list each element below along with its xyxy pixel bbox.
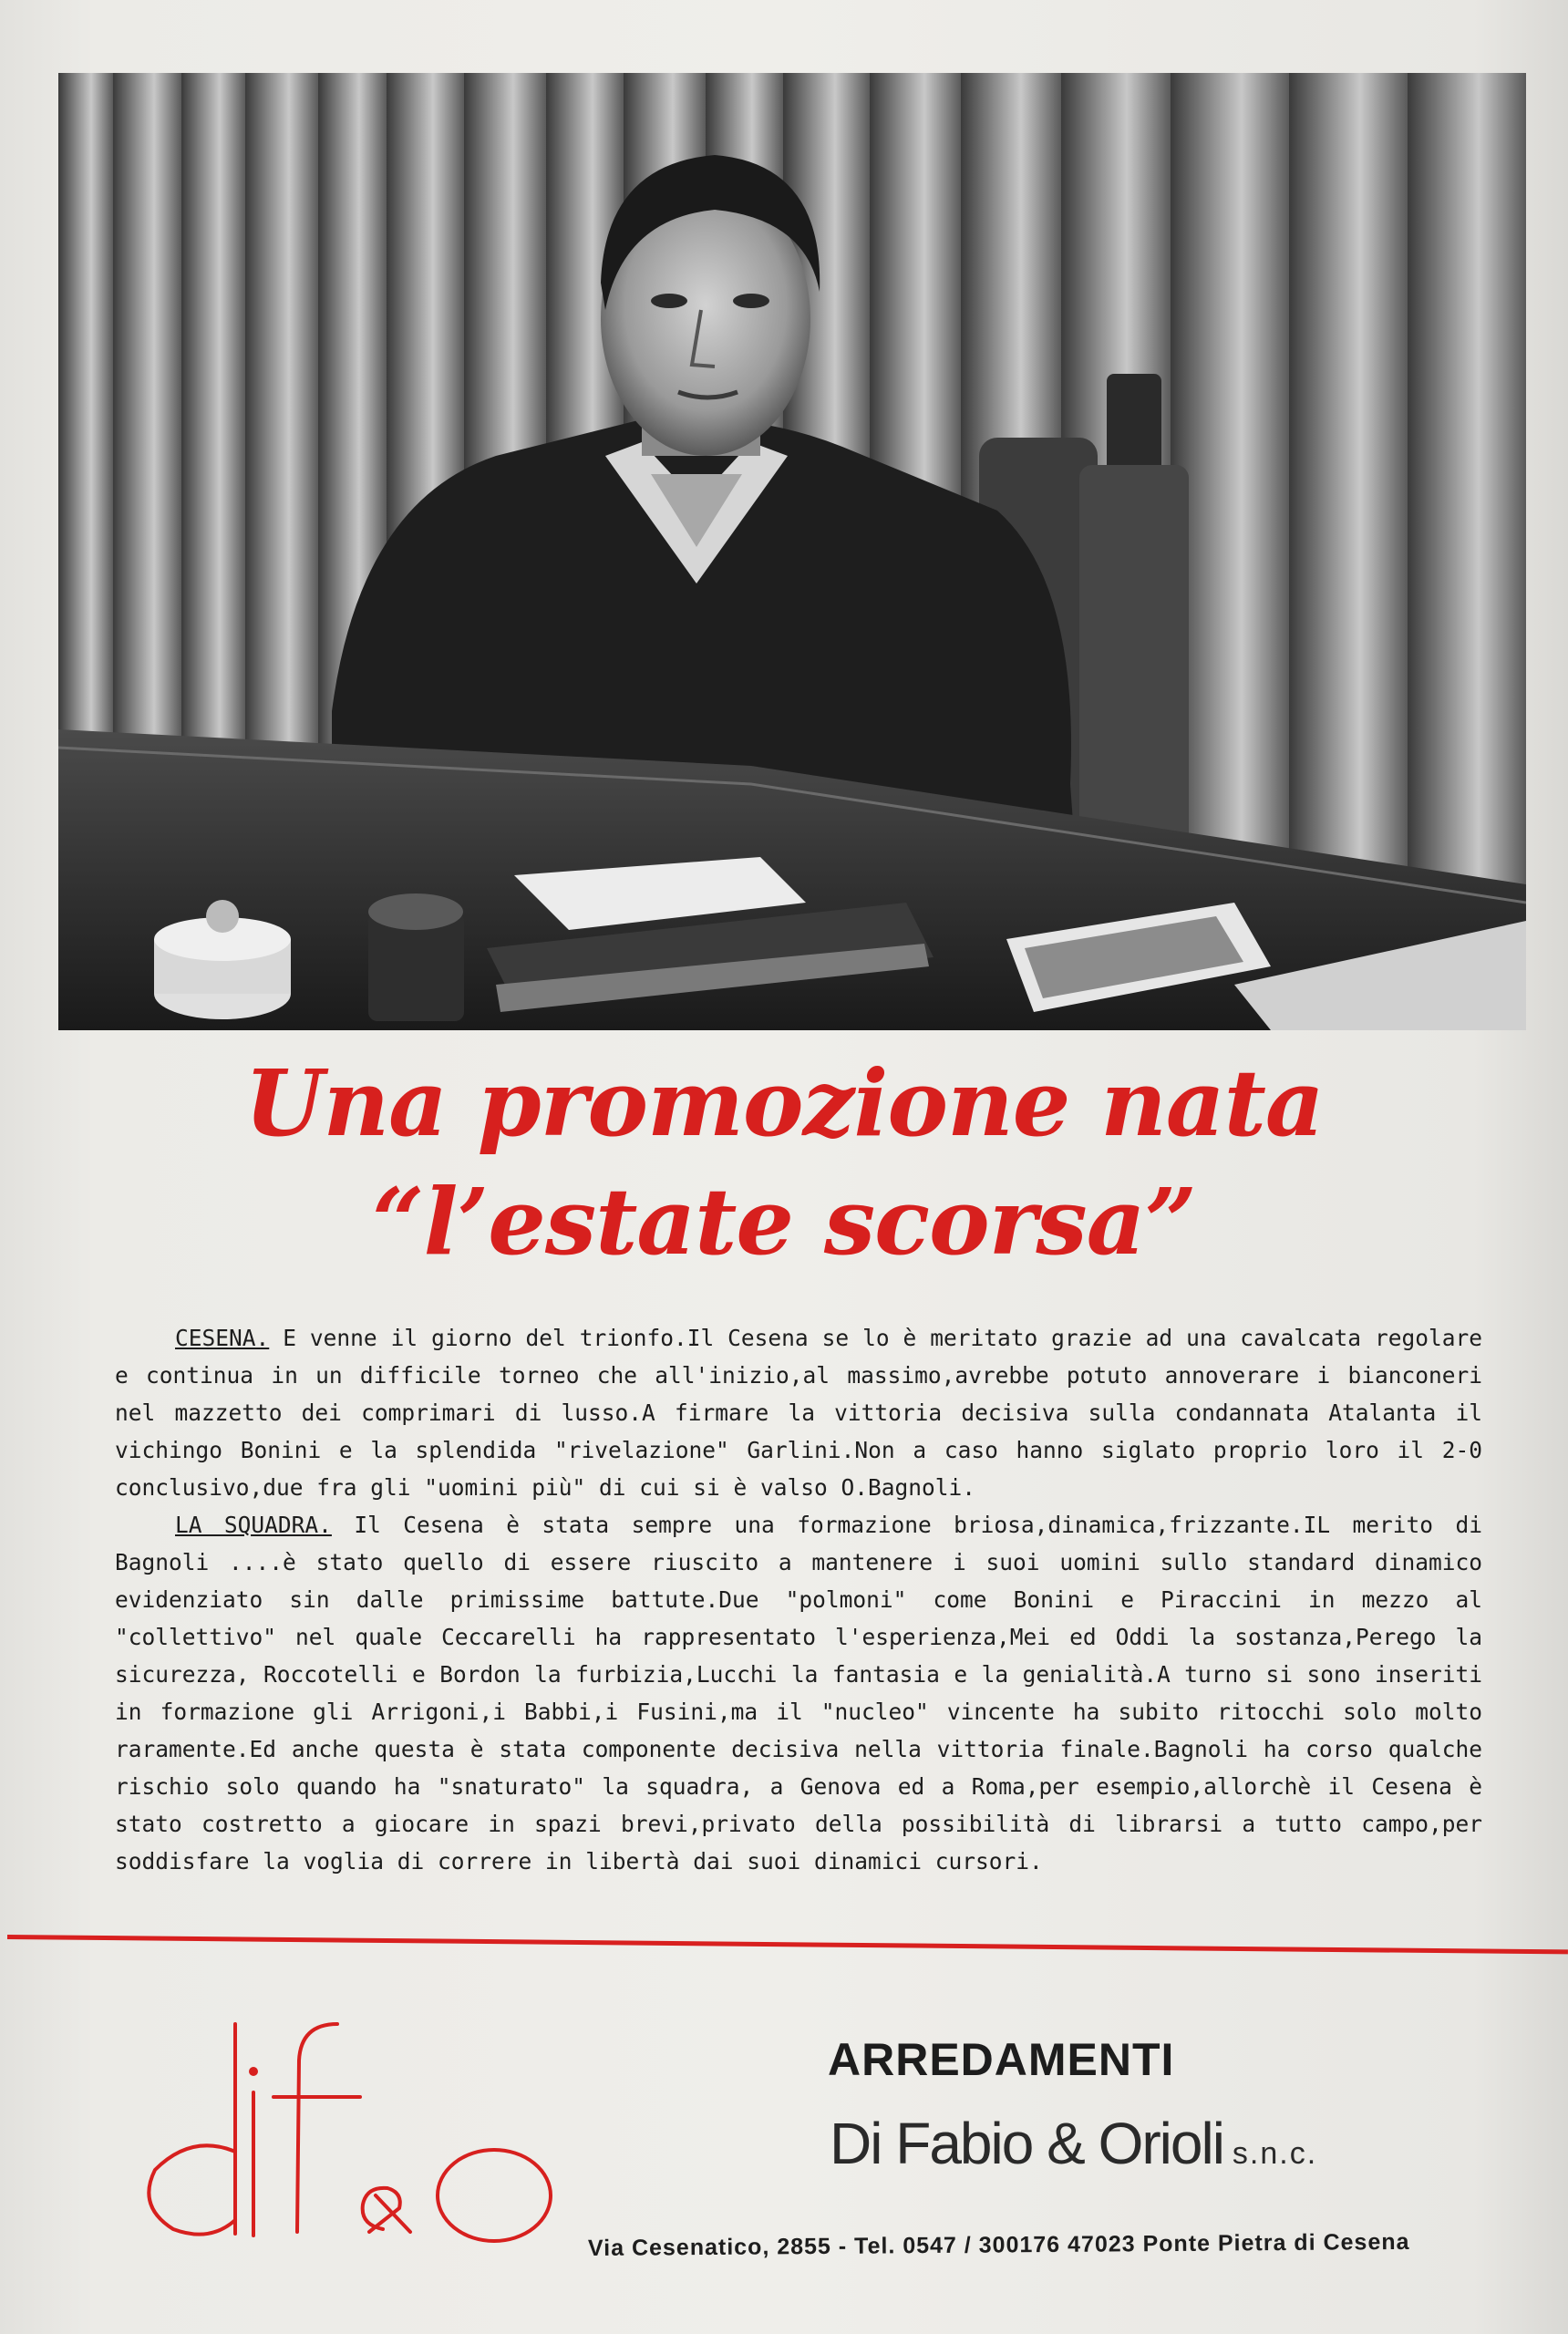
logo-text: dif&o: [137, 1997, 139, 1998]
difo-logo-mark: [137, 1997, 574, 2261]
company-name-text: Di Fabio & Orioli: [830, 2111, 1223, 2176]
company-suffix: s.n.c.: [1232, 2136, 1318, 2171]
headline-line-1: Una promozione nata: [244, 1049, 1324, 1157]
article-paragraph-2: [115, 1506, 1482, 1880]
ad-address: Via Cesenatico, 2855 - Tel. 0547 / 300176 47023 Ponte Pietra di Cesena: [587, 2228, 1410, 2261]
article-paragraph-1: [115, 1319, 1482, 1506]
paragraph-2-text: Il Cesena è stata sempre una formazione briosa,dinamica,frizzante.IL merito di Bagnoli ....è stato quello di essere riuscito a mantenere i suoi uomini sullo standard dinamico evidenziato sin dalle primissime battute.Due "polmoni" come Bonini e Piraccini in mezzo al "collettivo" nel quale Ceccarelli ha rappresentato l'esperienza,Mei ed Oddi la sostanza,Perego la sicurezza, Roccotelli e Bordon la furbizia,Lucchi la fantasia e la genialità.A turno si sono inseriti in formazione gli Arrigoni,i Babbi,i Fusini,ma il "nucleo" vincente ha subito ritocchi solo molto raramente.Ed anche questa è stata componente decisiva nella vittoria finale.Bagnoli ha corso qualche rischio solo quando ha "snaturato" la squadra, a Genova ed a Roma,per esempio,allorchè il Cesena è stato costretto a giocare in spazi brevi,privato della possibilità di librarsi a tutto campo,per soddisfare la voglia di correre in libertà dai suoi dinamici cursori.: [115, 1512, 1482, 1874]
paragraph-2-lead: LA SQUADRA.: [175, 1512, 332, 1538]
portrait-photo: [58, 73, 1526, 1030]
red-divider-line: [7, 1935, 1568, 1954]
paragraph-1-lead: CESENA.: [175, 1325, 270, 1351]
paragraph-1-text: E venne il giorno del trionfo.Il Cesena se lo è meritato grazie ad una cavalcata regolare e continua in un difficile torneo che all'inizio,al massimo,avrebbe potuto annoverare i bianconeri nel mazzetto dei comprimari di lusso.A firmare la vittoria decisiva sulla condannata Atalanta il vichingo Bonini e la splendida "rivelazione" Garlini.Non a caso hanno siglato proprio loro il 2-0 conclusivo,due fra gli "uomini più" di cui si è valso O.Bagnoli.: [115, 1325, 1482, 1501]
ad-title: ARREDAMENTI: [828, 2034, 1175, 2085]
difo-logo: [137, 1997, 574, 2261]
ad-company-name: [830, 2110, 1317, 2177]
article-body: [115, 1319, 1482, 1880]
portrait-photo-image: [58, 73, 1526, 1030]
headline-line-2: “l’estate scorsa”: [371, 1168, 1197, 1275]
